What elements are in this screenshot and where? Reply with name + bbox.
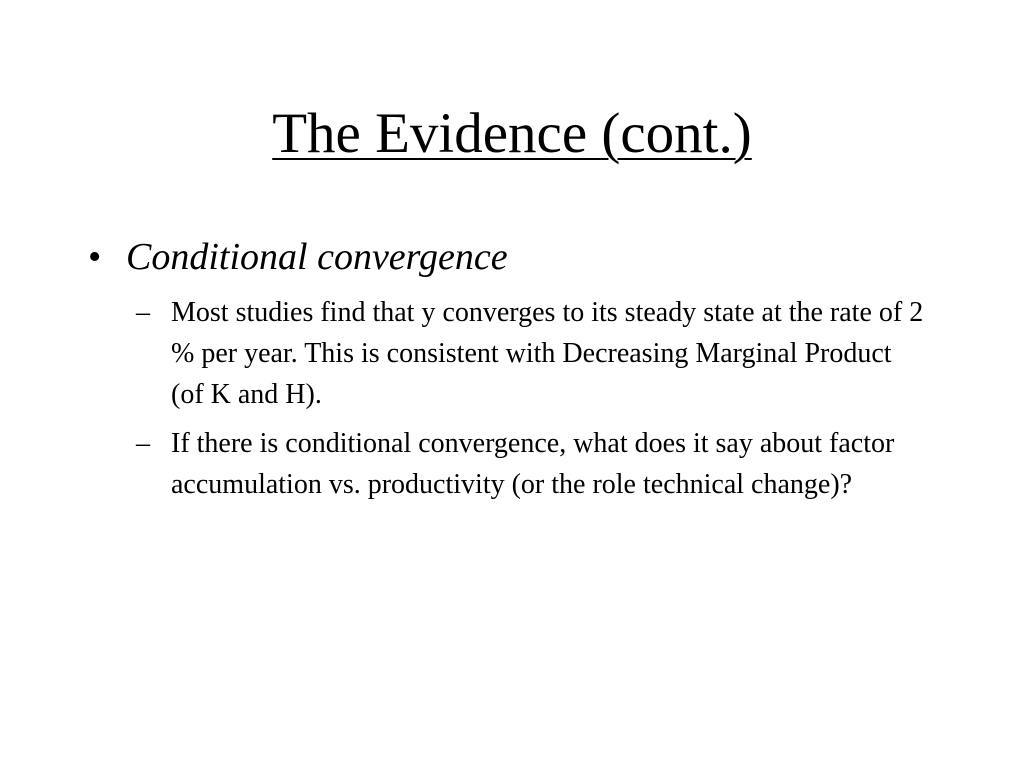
dash-marker: –	[136, 297, 150, 328]
dash-marker: –	[136, 428, 150, 459]
bullet-text: Conditional convergence	[126, 236, 508, 278]
sub-bullet-list	[136, 292, 944, 505]
bullet-item	[84, 232, 944, 282]
slide-title: The Evidence (cont.)	[272, 102, 752, 165]
sub-bullet-text: If there is conditional convergence, what does it say about factor accumulation vs. productivity (or the role technical change)?	[171, 428, 895, 500]
sub-bullet-text: Most studies find that y converges to its steady state at the rate of 2 % per year. This is consistent with Decreasing Marginal Product (of K and H).	[171, 297, 924, 410]
sub-bullet-item	[136, 292, 944, 415]
sub-bullet-item	[136, 423, 944, 505]
bullet-marker: •	[88, 236, 102, 278]
slide-body	[84, 232, 944, 513]
